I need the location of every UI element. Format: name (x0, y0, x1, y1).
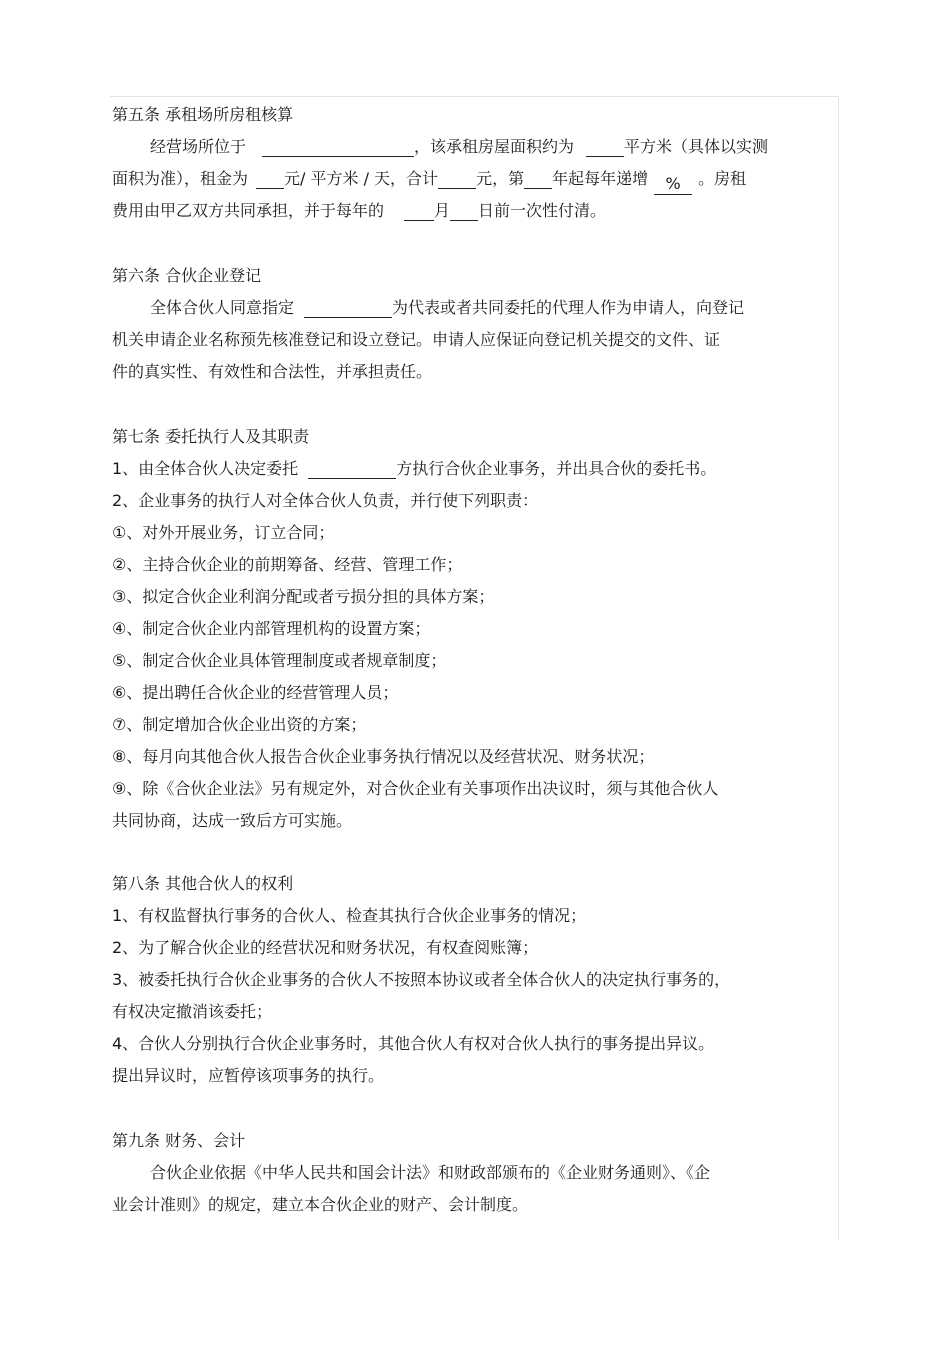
rent-total-blank[interactable] (438, 167, 476, 189)
rent-price-blank[interactable] (256, 167, 284, 189)
article-5-line-2: 面积为准），租金为 元/ 平方米 / 天，合计 元，第 年起每年递增 % 。房租 (112, 169, 747, 193)
duty-8: ⑧、每月向其他合伙人报告合伙企业事务执行情况以及经营状况、财务状况； (112, 747, 655, 766)
right-4: 4、合伙人分别执行合伙企业事务时，其他合伙人有权对合伙人执行的事务提出异议。 (112, 1034, 715, 1053)
right-2: 2、为了解合伙企业的经营状况和财务状况，有权查阅账簿； (112, 938, 539, 957)
article-7-item-2: 2、企业事务的执行人对全体合伙人负责，并行使下列职责： (112, 491, 539, 510)
article-7-item-1: 1、由全体合伙人决定委托 方执行合伙企业事务，并出具合伙的委托书。 (112, 459, 717, 478)
year-blank[interactable] (524, 167, 552, 189)
article-8-heading: 第八条 其他合伙人的权利 (112, 874, 294, 893)
article-9-heading: 第九条 财务、会计 (112, 1131, 246, 1150)
article-6-line-3: 件的真实性、有效性和合法性，并承担责任。 (112, 362, 433, 381)
right-1: 1、有权监督执行事务的合伙人、检查其执行合伙企业事务的情况； (112, 906, 587, 925)
right-4-continued: 提出异议时，应暂停该项事务的执行。 (112, 1066, 385, 1085)
article-9-line-2: 业会计准则》的规定，建立本合伙企业的财产、会计制度。 (112, 1195, 529, 1214)
duty-9: ⑨、除《合伙企业法》另有规定外，对合伙企业有关事项作出决议时，须与其他合伙人 (112, 779, 719, 798)
article-7-heading: 第七条 委托执行人及其职责 (112, 427, 310, 446)
article-5-heading: 第五条 承租场所房租核算 (112, 105, 294, 124)
duty-6: ⑥、提出聘任合伙企业的经营管理人员； (112, 683, 399, 702)
contract-body (112, 99, 834, 1221)
duty-9-continued: 共同协商，达成一致后方可实施。 (112, 811, 353, 830)
executor-blank[interactable] (308, 457, 396, 479)
article-5-line-3: 费用由甲乙双方共同承担，并于每年的 月 日前一次性付清。 (112, 201, 607, 220)
applicant-blank[interactable] (304, 296, 392, 318)
duty-5: ⑤、制定合伙企业具体管理制度或者规章制度； (112, 651, 447, 670)
article-6-heading: 第六条 合伙企业登记 (112, 266, 262, 285)
article-5-line-1: 经营场所位于 ，该承租房屋面积约为 平方米（具体以实测 (150, 137, 769, 156)
increase-percent[interactable]: % (654, 173, 692, 195)
right-3: 3、被委托执行合伙企业事务的合伙人不按照本协议或者全体合伙人的决定执行事务的， (112, 970, 731, 989)
month-blank[interactable] (404, 199, 434, 221)
duty-1: ①、对外开展业务，订立合同； (112, 523, 335, 542)
article-9-line-1: 合伙企业依据《中华人民共和国会计法》和财政部颁布的《企业财务通则》、《企 (150, 1163, 711, 1182)
article-6-line-2: 机关申请企业名称预先核准登记和设立登记。申请人应保证向登记机关提交的文件、证 (112, 330, 721, 349)
duty-3: ③、拟定合伙企业利润分配或者亏损分担的具体方案； (112, 587, 495, 606)
duty-7: ⑦、制定增加合伙企业出资的方案； (112, 715, 367, 734)
duty-2: ②、主持合伙企业的前期筹备、经营、管理工作； (112, 555, 463, 574)
article-6-line-1: 全体合伙人同意指定 为代表或者共同委托的代理人作为申请人，向登记 (150, 298, 745, 317)
right-3-continued: 有权决定撤消该委托； (112, 1002, 273, 1021)
day-blank[interactable] (450, 199, 478, 221)
location-blank[interactable] (262, 135, 414, 157)
duty-4: ④、制定合伙企业内部管理机构的设置方案； (112, 619, 431, 638)
area-blank[interactable] (586, 135, 624, 157)
